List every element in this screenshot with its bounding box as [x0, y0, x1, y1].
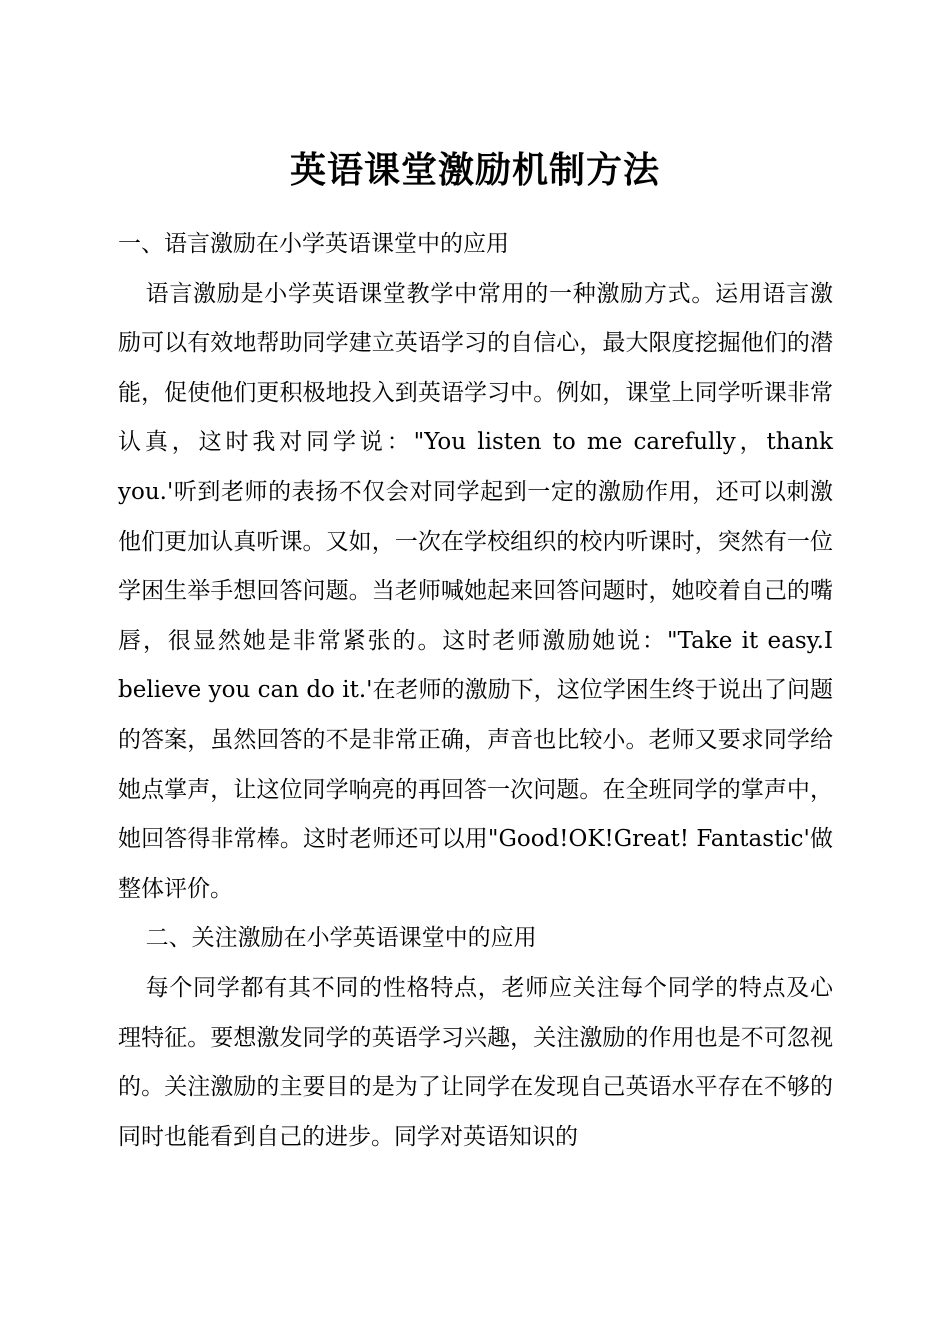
document-title: 英语课堂激励机制方法	[289, 149, 660, 191]
section-heading-1: 一、语言激励在小学英语课堂中的应用	[118, 231, 509, 257]
section-paragraph-2: 每个同学都有其不同的性格特点，老师应关注每个同学的特点及心理特征。要想激发同学的英语学习兴趣，关注激励的作用也是不可忽视的。关注激励的主要目的是为了让同学在发现自己英语水平存在不够的同时也能看到自己的进步。同学对英语知识的	[118, 974, 833, 1150]
section-paragraph-1: 语言激励是小学英语课堂教学中常用的一种激励方式。运用语言激励可以有效地帮助同学建立英语学习的自信心，最大限度挖掘他们的潜能，促使他们更积极地投入到英语学习中。例如，课堂上同学听课非常认真，这时我对同学说："You listen to me carefully，thank you.'听到老师的表扬不仅会对同学起到一定的激励作用，还可以刺激他们更加认真听课。又如，一次在学校组织的校内听课时，突然有一位学困生举手想回答问题。当老师喊她起来回答问题时，她咬着自己的嘴唇，很显然她是非常紧张的。这时老师激励她说："Take it easy.I believe you can do it.'在老师的激励下，这位学困生终于说出了问题的答案，虽然回答的不是非常正确，声音也比较小。老师又要求同学给她点掌声，让这位同学响亮的再回答一次问题。在全班同学的掌声中，她回答得非常棒。这时老师还可以用"Good!OK!Great! Fantastic'做整体评价。	[118, 280, 833, 902]
document-body	[118, 220, 833, 1162]
section-heading-2: 二、关注激励在小学英语课堂中的应用	[145, 925, 537, 952]
